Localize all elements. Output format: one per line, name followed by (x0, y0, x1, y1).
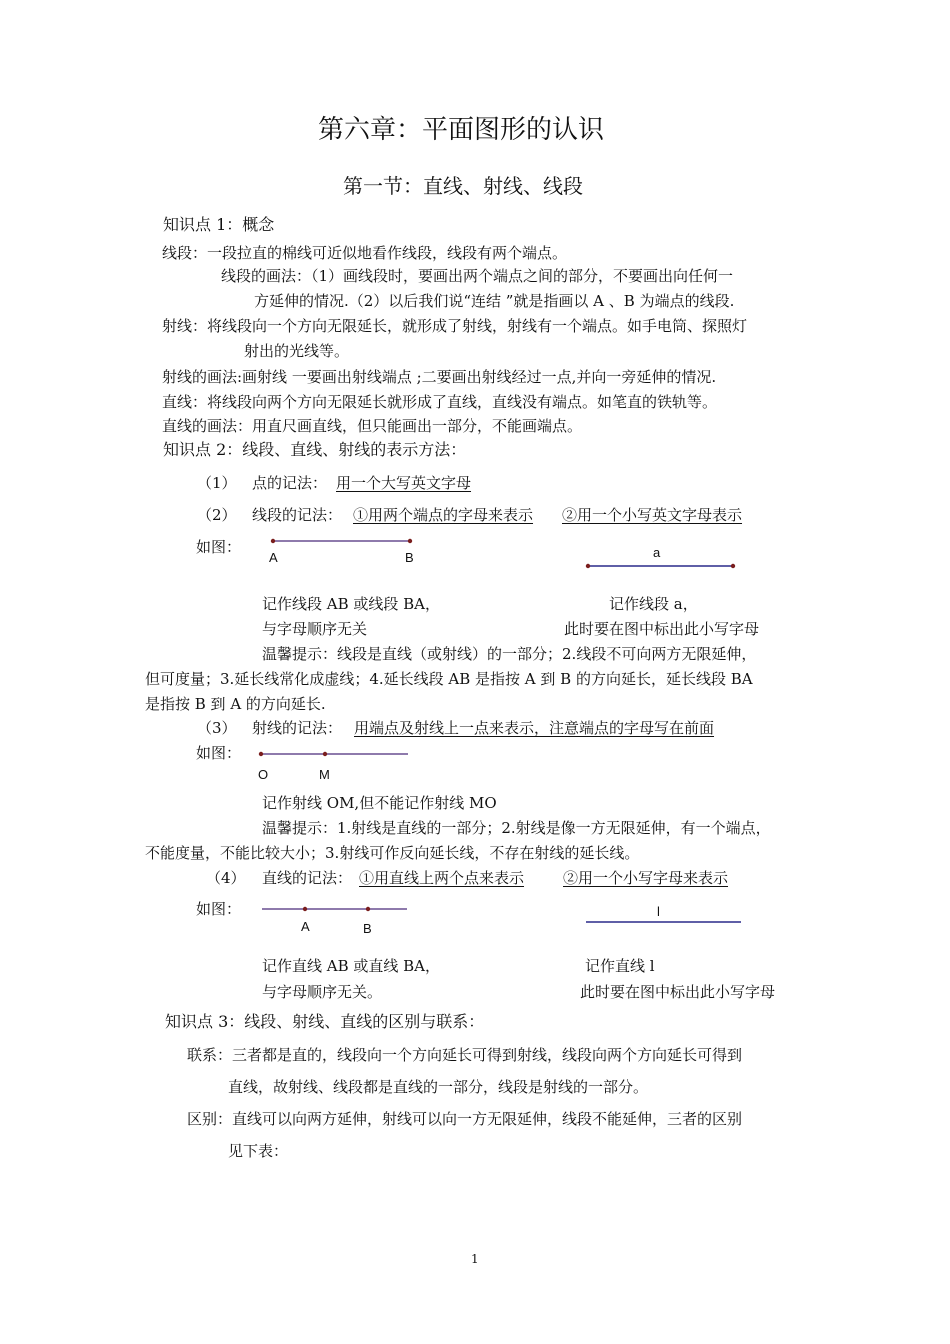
segment-definition: 线段：一段拉直的棉线可近似地看作线段，线段有两个端点。 (162, 244, 568, 262)
ray-note: 记作射线 OM,但不能记作射线 MO (262, 794, 497, 812)
kp1-heading: 知识点 1：概念 (163, 215, 275, 234)
kp2-heading: 知识点 2：线段、直线、射线的表示方法： (163, 440, 467, 459)
segment-notation-label: 线段的记法： (252, 506, 343, 524)
segment-label-b: B (405, 550, 414, 565)
segment-tip-1: 温馨提示：线段是直线（或射线）的一部分；2.线段不可向两方无限延伸， (262, 645, 757, 663)
item-3-number: （3） (197, 719, 237, 737)
page-number: 1 (471, 1252, 479, 1266)
item-1-number: （1） (197, 474, 237, 492)
segment-tip-2: 但可度量；3.延长线常化成虚线；4.延长线段 AB 是指按 A 到 B 的方向延长，延长线段 BA (145, 670, 753, 688)
segment-drawing-rule-2: 方延伸的情况.（2）以后我们说“连结 ”就是指画以 A 、B 为端点的线段. (254, 292, 735, 310)
line-label-b: B (363, 921, 372, 936)
ray-definition-1: 射线：将线段向一个方向无限延长，就形成了射线，射线有一个端点。如手电筒、探照灯 (162, 317, 748, 335)
line-point-b-dot (366, 907, 370, 911)
relation-text-2: 直线，故射线、线段都是直线的一部分，线段是射线的一部分。 (228, 1078, 649, 1096)
segment-a-left-dot (586, 564, 590, 568)
item-2-number: （2） (197, 506, 237, 524)
line-l-figure (584, 914, 744, 930)
difference-text-1: 区别：直线可以向两方延伸，射线可以向一方无限延伸，线段不能延伸，三者的区别 (187, 1110, 743, 1128)
line-notation-rule-a: ①用直线上两个点来表示 (359, 869, 525, 887)
ray-label-m: M (319, 767, 330, 782)
segment-tip-3: 是指按 B 到 A 的方向延长. (145, 695, 326, 713)
line-notation-rule-b: ②用一个小写字母来表示 (563, 869, 729, 887)
ray-notation-label: 射线的记法： (252, 719, 343, 737)
segment-note-right-2: 此时要在图中标出此小写字母 (564, 620, 760, 638)
line-note-right-2: 此时要在图中标出此小写字母 (580, 983, 776, 1001)
segment-a-figure (580, 558, 745, 574)
line-label-small-l: l (657, 904, 660, 919)
ray-tip-2: 不能度量，不能比较大小；3.射线可作反向延长线，不存在射线的延长线。 (145, 844, 640, 862)
point-o-dot (259, 752, 263, 756)
segment-label-a: A (269, 550, 278, 565)
figure-caption-line: 如图： (196, 900, 242, 918)
line-drawing-rule: 直线的画法：用直尺画直线，但只能画出一部分，不能画端点。 (162, 417, 583, 435)
line-label-a: A (301, 919, 310, 934)
point-m-dot (323, 752, 327, 756)
section-title: 第一节：直线、射线、线段 (343, 174, 583, 198)
relation-text-1: 联系：三者都是直的，线段向一个方向延长可得到射线，线段向两个方向延长可得到 (187, 1046, 743, 1064)
difference-text-2: 见下表： (228, 1142, 289, 1160)
segment-notation-rule-b: ②用一个小写英文字母表示 (562, 506, 743, 524)
chapter-title: 第六章：平面图形的认识 (318, 115, 605, 145)
ray-label-o: O (258, 767, 269, 782)
segment-note-right-1: 记作线段 a， (609, 595, 698, 613)
figure-caption-ray: 如图： (196, 744, 242, 762)
line-note-right-1: 记作直线 l (585, 957, 655, 975)
item-4-number: （4） (206, 869, 246, 887)
segment-drawing-rule-1: 线段的画法：（1）画线段时，要画出两个端点之间的部分，不要画出向任何一 (221, 267, 734, 285)
point-a-dot (271, 539, 275, 543)
segment-notation-rule-a: ①用两个端点的字母来表示 (353, 506, 534, 524)
ray-drawing-rule: 射线的画法:画射线 一要画出射线端点 ;二要画出射线经过一点,并向一旁延伸的情况. (162, 368, 717, 386)
point-notation-rule: 用一个大写英文字母 (336, 474, 472, 492)
line-definition: 直线：将线段向两个方向无限延长就形成了直线，直线没有端点。如笔直的铁轨等。 (162, 393, 718, 411)
figure-caption-segment: 如图： (196, 538, 242, 556)
segment-label-small-a: a (653, 545, 661, 560)
line-note-left-1: 记作直线 AB 或直线 BA， (262, 957, 441, 975)
ray-notation-rule: 用端点及射线上一点来表示，注意端点的字母写在前面 (354, 719, 715, 737)
ray-definition-2: 射出的光线等。 (244, 342, 350, 360)
segment-a-right-dot (731, 564, 735, 568)
line-note-left-2: 与字母顺序无关。 (262, 983, 383, 1001)
point-notation-label: 点的记法： (252, 474, 328, 492)
segment-note-left-2: 与字母顺序无关 (262, 620, 368, 638)
point-b-dot (408, 539, 412, 543)
segment-note-left-1: 记作线段 AB 或线段 BA， (262, 595, 441, 613)
ray-tip-1: 温馨提示：1.射线是直线的一部分；2.射线是像一方无限延伸，有一个端点， (262, 819, 771, 837)
kp3-heading: 知识点 3：线段、射线、直线的区别与联系： (165, 1012, 485, 1031)
ray-om-figure (252, 746, 412, 762)
line-point-a-dot (303, 907, 307, 911)
line-ab-figure (258, 901, 413, 917)
line-notation-label: 直线的记法： (262, 869, 353, 887)
